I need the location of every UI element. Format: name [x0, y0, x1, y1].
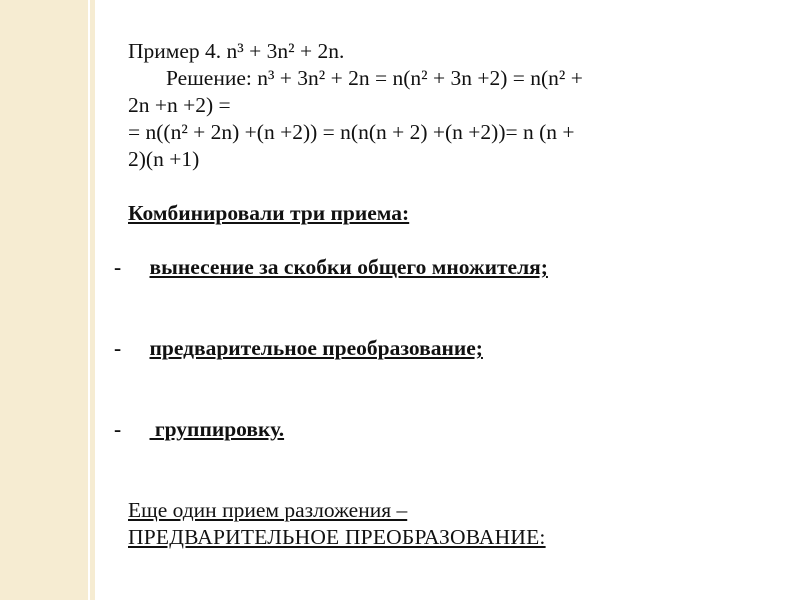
footer-line-1: Еще один прием разложения –	[128, 498, 408, 522]
list-item-text: вынесение за скобки общего множителя;	[149, 255, 548, 279]
bullet-dash: -	[114, 417, 122, 441]
list-item-text: предварительное преобразование;	[149, 336, 483, 360]
solution-line-2: 2n +n +2) =	[128, 93, 231, 117]
list-item	[114, 308, 688, 389]
solution-line-3: = n((n² + 2n) +(n +2)) = n(n(n + 2) +(n +2))= n (n +	[128, 120, 575, 144]
solution-line-4: 2)(n +1)	[128, 147, 200, 171]
combined-heading: Комбинировали три приема:	[128, 201, 410, 225]
spacer	[128, 470, 688, 497]
decorative-sidebar	[0, 0, 91, 600]
footer-line-2: ПРЕДВАРИТЕЛЬНОЕ ПРЕОБРАЗОВАНИЕ:	[128, 525, 546, 549]
example-title: Пример 4. n³ + 3n² + 2n.	[128, 39, 345, 63]
decorative-sidebar-stripe	[90, 0, 95, 600]
solution-line-1: Решение: n³ + 3n² + 2n = n(n² + 3n +2) = n(n² +	[166, 66, 583, 90]
bullet-dash: -	[114, 255, 122, 279]
list-item	[114, 389, 688, 470]
slide-content	[114, 38, 688, 551]
list-item	[114, 227, 688, 308]
bullet-dash: -	[114, 336, 122, 360]
spacer	[128, 173, 688, 200]
list-item-text: группировку.	[149, 417, 285, 441]
